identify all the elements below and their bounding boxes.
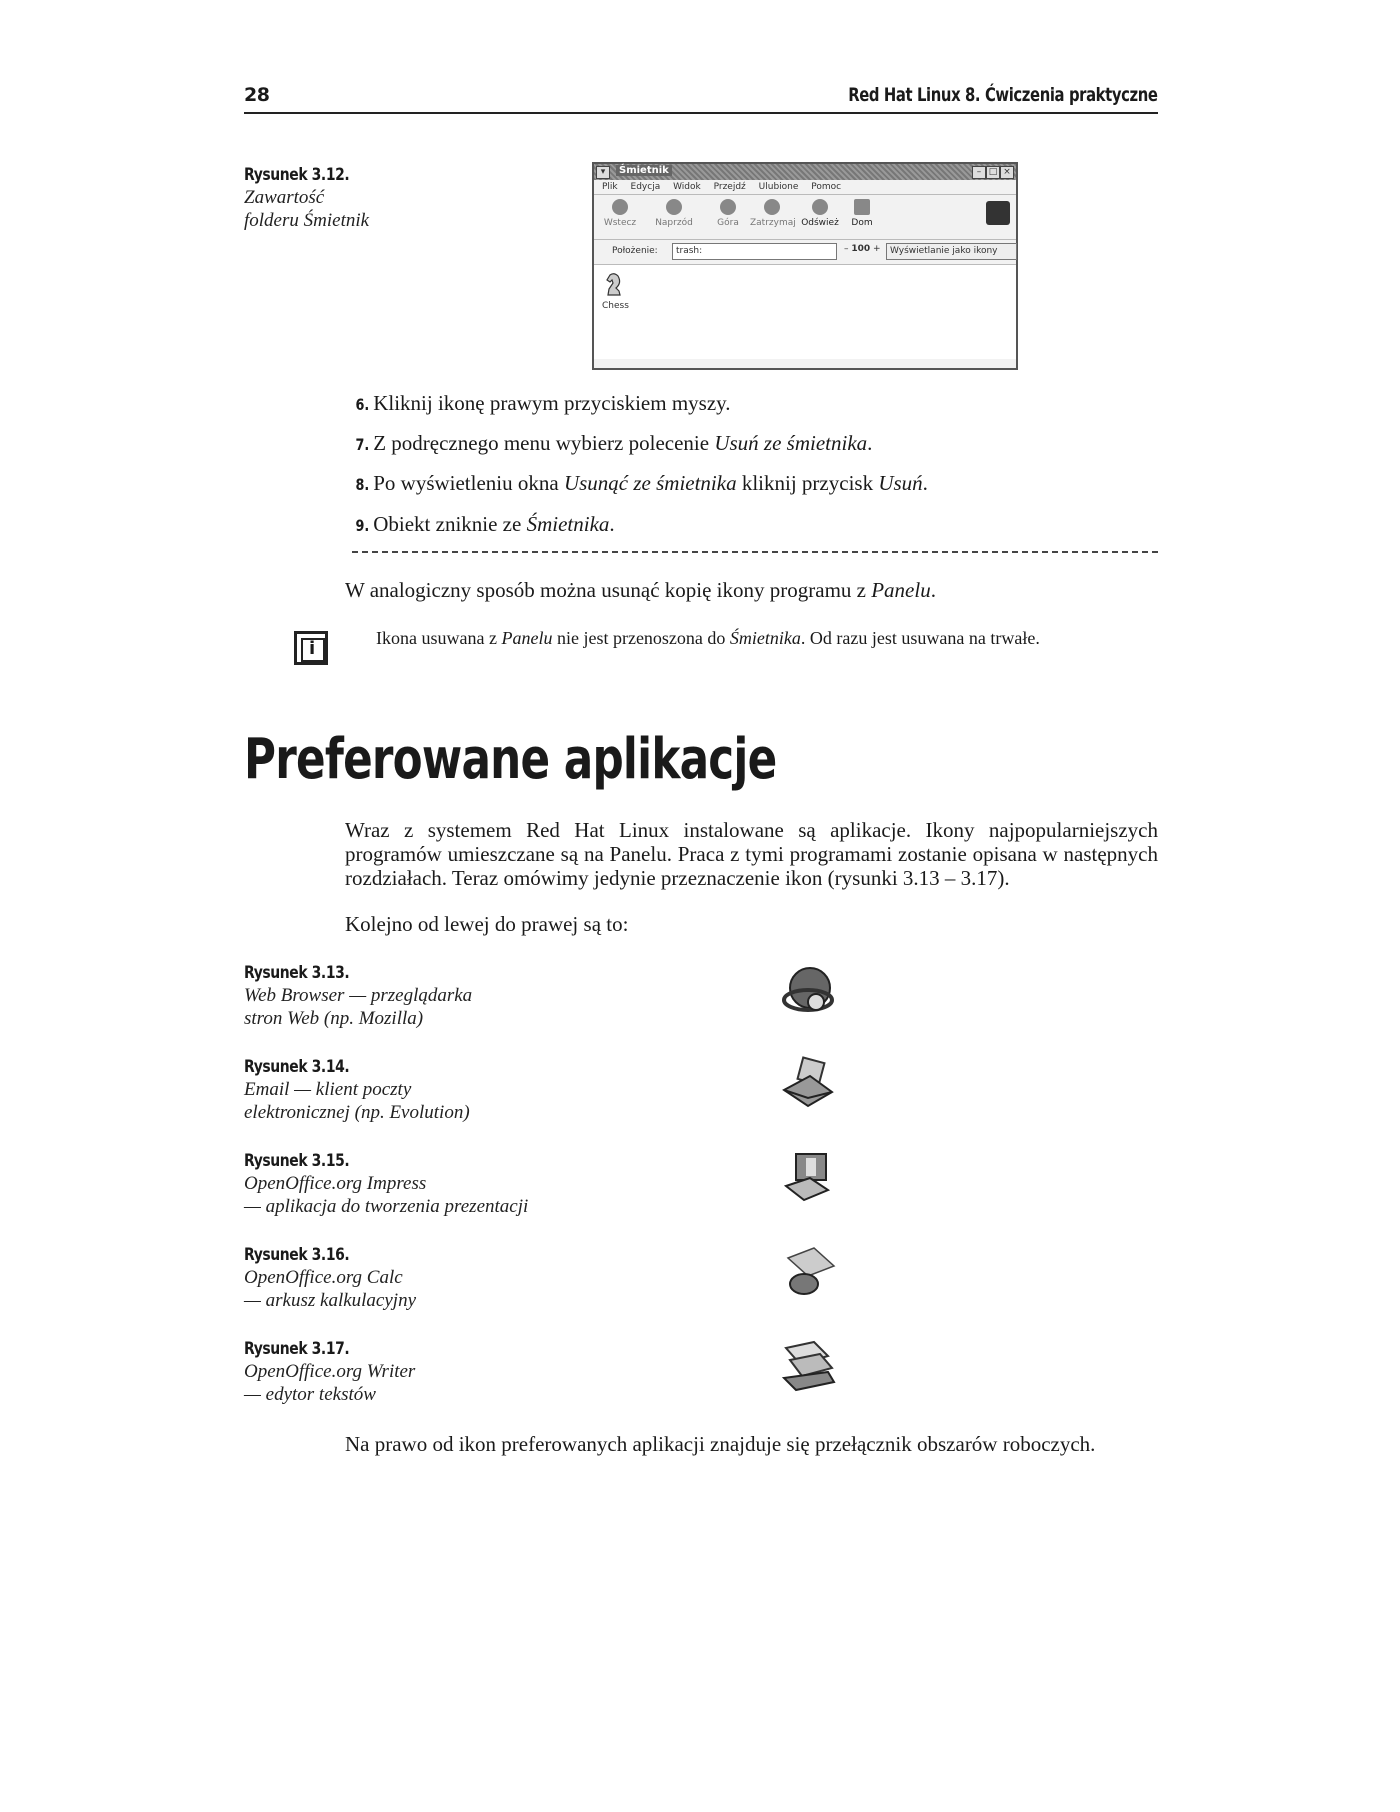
minimize-icon: –	[972, 166, 986, 179]
figure-caption-line: — aplikacja do tworzenia prezentacji	[244, 1196, 529, 1217]
menu-item: Pomoc	[811, 182, 842, 192]
text-run: .	[609, 512, 615, 536]
location-input: trash:	[672, 243, 837, 260]
figure-number: Rysunek 3.17.	[244, 1339, 350, 1359]
toolbar-label: Zatrzymaj	[750, 218, 796, 228]
writer-icon	[780, 1338, 836, 1394]
text-run: W analogiczny sposób można usunąć kopię ikony programu z	[345, 578, 872, 602]
window-titlebar	[594, 164, 1016, 180]
step-number: 9.	[355, 516, 370, 535]
step-text	[373, 512, 614, 536]
toolbar-label: Naprzód	[655, 218, 693, 228]
emphasis-text: Śmietnika	[526, 512, 610, 536]
figure-caption-line: — edytor tekstów	[244, 1384, 376, 1405]
toolbar-label: Odśwież	[801, 218, 839, 228]
calc-icon	[780, 1244, 836, 1300]
step-text	[373, 431, 872, 455]
page-number: 28	[244, 84, 270, 106]
figure-3-16-label	[244, 1244, 416, 1312]
impress-icon	[780, 1150, 836, 1206]
trash-item-label: Chess	[602, 301, 629, 311]
figure-number: Rysunek 3.13.	[244, 963, 350, 983]
info-note	[376, 628, 1158, 649]
menu-item: Edycja	[630, 182, 661, 192]
trash-window-screenshot	[592, 162, 1018, 370]
location-bar	[594, 240, 1016, 265]
text-run: . Od razu jest usuwana na trwałe.	[800, 628, 1040, 648]
maximize-icon: □	[986, 166, 1000, 179]
window-toolbar	[594, 195, 1016, 240]
text-run: .	[867, 431, 873, 455]
close-icon: ×	[1000, 166, 1014, 179]
toolbar-back	[598, 199, 642, 228]
running-title: Red Hat Linux 8. Ćwiczenia praktyczne	[848, 84, 1158, 106]
home-icon	[854, 199, 870, 215]
zoom-control: – 100 +	[844, 244, 881, 254]
figure-3-15-label	[244, 1150, 528, 1218]
toolbar-home	[840, 199, 884, 228]
page-header	[244, 84, 1158, 114]
toolbar-reload	[798, 199, 842, 228]
email-icon	[780, 1056, 836, 1112]
emphasis-text: Śmietnika	[729, 628, 801, 648]
figure-caption-line: stron Web (np. Mozilla)	[244, 1008, 424, 1029]
window-content	[594, 265, 1016, 359]
intro-paragraph: Wraz z systemem Red Hat Linux instalowane są aplikacje. Ikony najpopularniejszych programów umieszczane są na Panelu. Praca z tymi programami zostanie opisana w następnych rozdziałach. Teraz omówimy jedynie przeznaczenie ikon (rysunki 3.13 – 3.17).	[345, 818, 1158, 890]
toolbar-label: Góra	[717, 218, 739, 228]
step-item	[352, 430, 872, 458]
window-menubar	[594, 180, 1016, 195]
figure-number: Rysunek 3.16.	[244, 1245, 350, 1265]
figure-3-12-label	[244, 164, 372, 232]
figure-number: Rysunek 3.12.	[244, 165, 350, 185]
menu-item: Plik	[602, 182, 618, 192]
zoom-value: 100	[851, 244, 871, 254]
figure-caption-line: OpenOffice.org Calc	[244, 1267, 403, 1288]
emphasis-text: Usuń ze śmietnika	[714, 431, 868, 455]
text-run: .	[922, 471, 928, 495]
text-run: .	[930, 578, 936, 602]
dashed-divider	[352, 551, 1158, 553]
toolbar-forward	[652, 199, 696, 228]
step-number: 7.	[355, 435, 370, 454]
section-title: Preferowane aplikacje	[244, 727, 777, 792]
emphasis-text: Panelu	[501, 628, 553, 648]
step-text	[373, 471, 928, 495]
step-item	[352, 390, 731, 418]
text-run: Po wyświetleniu okna	[373, 471, 564, 495]
reload-icon	[812, 199, 828, 215]
step-item	[352, 470, 928, 498]
lead-paragraph: Kolejno od lewej do prawej są to:	[345, 912, 629, 936]
figure-caption-line: Web Browser — przeglądarka	[244, 985, 473, 1006]
toolbar-label: Wstecz	[603, 218, 637, 228]
emphasis-text: Panelu	[871, 578, 931, 602]
figure-3-14-label	[244, 1056, 470, 1124]
figure-caption-line: Zawartość	[244, 187, 325, 208]
figure-number: Rysunek 3.14.	[244, 1057, 350, 1077]
figure-caption-line: elektronicznej (np. Evolution)	[244, 1102, 470, 1123]
figure-caption-line: OpenOffice.org Impress	[244, 1173, 427, 1194]
step-item	[352, 511, 615, 539]
back-arrow-icon	[612, 199, 628, 215]
analog-paragraph	[345, 578, 1158, 602]
chess-knight-icon	[602, 271, 626, 297]
menu-item: Przejdź	[713, 182, 746, 192]
text-run: kliknij przycisk	[736, 471, 879, 495]
stop-icon	[764, 199, 780, 215]
text-run: Kliknij ikonę prawym przyciskiem myszy.	[373, 391, 731, 415]
menu-item: Ulubione	[758, 182, 799, 192]
toolbar-up	[706, 199, 750, 228]
throbber-icon	[986, 201, 1010, 225]
web-browser-icon	[780, 962, 836, 1018]
figure-caption-line: OpenOffice.org Writer	[244, 1361, 416, 1382]
window-menu-icon: ▾	[596, 166, 610, 179]
closing-paragraph: Na prawo od ikon preferowanych aplikacji znajduje się przełącznik obszarów roboczych.	[345, 1432, 1096, 1456]
window-title: Śmietnik	[616, 165, 672, 176]
text-run: Z podręcznego menu wybierz polecenie	[373, 431, 715, 455]
emphasis-text: Usuń	[878, 471, 923, 495]
forward-arrow-icon	[666, 199, 682, 215]
step-text	[373, 391, 730, 415]
figure-caption-line: folderu Śmietnik	[244, 210, 370, 231]
emphasis-text: Usunąć ze śmietnika	[563, 471, 737, 495]
step-number: 8.	[355, 475, 370, 494]
toolbar-stop	[750, 199, 794, 228]
toolbar-label: Dom	[851, 218, 873, 228]
figure-3-17-label	[244, 1338, 415, 1406]
text-run: nie jest przenoszona do	[552, 628, 730, 648]
step-number: 6.	[355, 395, 370, 414]
menu-item: Widok	[673, 182, 701, 192]
location-label: Położenie:	[612, 246, 658, 256]
figure-3-13-label	[244, 962, 472, 1030]
text-run: Ikona usuwana z	[376, 628, 502, 648]
figure-number: Rysunek 3.15.	[244, 1151, 350, 1171]
up-arrow-icon	[720, 199, 736, 215]
figure-caption-line: — arkusz kalkulacyjny	[244, 1290, 417, 1311]
figure-caption-line: Email — klient poczty	[244, 1079, 412, 1100]
info-icon: i	[294, 631, 328, 665]
text-run: Obiekt zniknie ze	[373, 512, 527, 536]
view-mode-select: Wyświetlanie jako ikony	[886, 243, 1017, 260]
